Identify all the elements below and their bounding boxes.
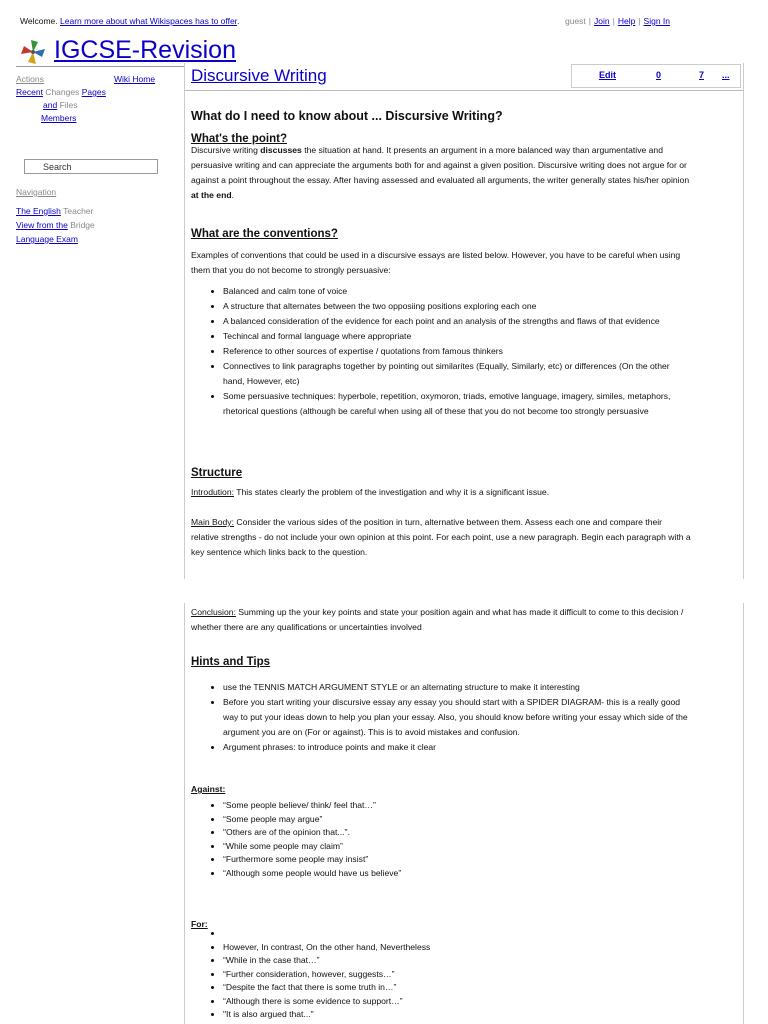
pages-link[interactable]: Pages: [81, 87, 106, 97]
list-item: • "Others are of the opinion that...".: [223, 826, 411, 840]
nav-item-view-bridge[interactable]: [16, 218, 95, 232]
welcome-label: Welcome.: [20, 16, 58, 26]
top-bar: [20, 16, 760, 28]
nav-item-language-exam[interactable]: [16, 232, 95, 246]
members-link[interactable]: Members: [41, 113, 77, 123]
list-item: • Before you start writing your discursive essay any essay you should start with a SPIDER DIAGRAM- this is a really good way to put your ideas down to help you plan your essay. Also, you should know before writing your essay which side of the argument you are on (For or against). This is to avoid mistakes and confusion.: [223, 695, 691, 740]
list-item: • Connectives to link paragraphs together by pointing out similarites (Equally, Similarly, etc) or differences (On the other hand, However, etc): [223, 359, 691, 389]
nav-item-link[interactable]: Language Exam: [16, 234, 78, 244]
search-input[interactable]: [24, 159, 158, 174]
point-heading: What's the point?: [191, 133, 287, 145]
discussion-count-tab[interactable]: 0: [656, 70, 662, 80]
point-paragraph: Discursive writing discusses the situation at hand. It presents an argument in a more balanced way than argumentative and persuasive writing and can appreciate the arguments both for and against a given position. Discursive writing does not argue for or against a point throughout the essay. After having assessed and evaluated all arguments, the writer generally states his/her opinion at the end.: [191, 145, 690, 200]
against-list: [191, 799, 411, 880]
site-title[interactable]: IGCSE-Revision: [54, 36, 236, 64]
hints-list: [191, 680, 691, 755]
list-item: • Some persuasive techniques: hyperbole, repetition, oxymoron, triads, emotive language, imagery, similes, metaphors, rhetorical questions (although be careful when using all of these that you do not become too strongly persuasive: [223, 389, 691, 419]
list-item: • However, In contrast, On the other hand, Nevertheless: [223, 941, 691, 955]
conventions-intro: Examples of conventions that could be used in a discursive essays are listed below. However, you have to be careful when using them that you do not become to strongly persuasive:: [191, 250, 681, 275]
main-content: [184, 63, 744, 579]
list-item: • use the TENNIS MATCH ARGUMENT STYLE or an alternating structure to make it interesting: [223, 680, 691, 695]
navigation-heading: Navigation: [16, 187, 57, 197]
main-body-paragraph: Main Body: Consider the various sides of the position in turn, alternative between them. Assess each one and compare their relative strengths - do not include your own opinion at this point. For each point, use a new paragraph. Begin each paragraph with a key sentence which links back to the question.: [191, 517, 691, 557]
welcome-text: [20, 16, 239, 26]
nav-item-gray: Teacher: [63, 206, 94, 216]
page-heading: What do I need to know about ... Discursive Writing?: [191, 109, 503, 123]
list-item: • “While in the case that…”: [223, 954, 691, 968]
list-item: [223, 927, 691, 941]
for-label: For:: [191, 919, 208, 929]
search-label: Search: [43, 162, 72, 172]
nav-item-link[interactable]: The English: [16, 206, 61, 216]
list-item: • “Although some people would have us believe”: [223, 867, 411, 881]
list-item: • Reference to other sources of expertise / quotations from famous thinkers: [223, 344, 691, 359]
learn-more-link[interactable]: Learn more about what Wikispaces has to offer: [60, 16, 238, 26]
edit-tab[interactable]: Edit: [599, 70, 616, 80]
list-item: • "It is also argued that...": [223, 1008, 691, 1022]
help-link[interactable]: Help: [617, 16, 636, 26]
changes-label: Changes: [45, 87, 80, 97]
conclusion-paragraph: Conclusion: Summing up the your key points and state your position again and what has made it difficult to come to this decision / whether there are any qualifications or uncertainties involved: [191, 607, 684, 632]
and-link[interactable]: and: [43, 100, 58, 110]
recent-link[interactable]: Recent: [16, 87, 43, 97]
period: .: [237, 16, 240, 26]
hints-heading: Hints and Tips: [191, 656, 271, 668]
page-title[interactable]: Discursive Writing: [191, 66, 327, 85]
against-label: Against:: [191, 784, 226, 794]
list-item: • Balanced and calm tone of voice: [223, 284, 691, 299]
list-item: • Argument phrases: to introduce points and make it clear: [223, 740, 691, 755]
guest-label: guest: [565, 16, 586, 26]
pinwheel-icon: [18, 39, 48, 65]
for-list: [191, 927, 691, 1022]
sign-in-link[interactable]: Sign In: [643, 16, 670, 26]
conventions-list: [191, 284, 691, 419]
sidebar: [16, 73, 166, 125]
navigation-list: [16, 204, 95, 246]
conventions-heading: What are the conventions?: [191, 228, 338, 240]
join-link[interactable]: Join: [594, 16, 610, 26]
logo-divider: [16, 66, 184, 67]
actions-menu[interactable]: Actions: [16, 74, 44, 84]
history-count-tab[interactable]: 7: [699, 70, 705, 80]
nav-item-link[interactable]: View from the: [16, 220, 68, 230]
list-item: • A structure that alternates between the two opposiing positions exploring each one: [223, 299, 691, 314]
list-item: • “While some people may claim”: [223, 840, 411, 854]
list-item: • A balanced consideration of the evidence for each point and an analysis of the strengths and flaws of that evidence: [223, 314, 691, 329]
list-item: • “Some people believe/ think/ feel that…”: [223, 799, 411, 813]
more-tab[interactable]: ...: [722, 70, 730, 80]
user-links: guest | Join | Help | Sign In: [565, 16, 670, 26]
title-divider: [185, 90, 743, 91]
list-item: • “Furthermore some people may insist”: [223, 853, 411, 867]
page-tabs: [571, 64, 741, 88]
wiki-home-link[interactable]: Wiki Home: [114, 74, 156, 84]
nav-item-gray: Bridge: [70, 220, 95, 230]
nav-item-english-teacher[interactable]: [16, 204, 95, 218]
main-content-continued: [184, 603, 744, 1024]
introduction-paragraph: Introdution: This states clearly the problem of the investigation and why it is a significant issue.: [191, 487, 550, 497]
list-item: • “Some people may argue”: [223, 813, 411, 827]
list-item: • “Despite the fact that there is some truth in…”: [223, 981, 691, 995]
files-label: Files: [59, 100, 78, 110]
list-item: • Techincal and formal language where appropriate: [223, 329, 691, 344]
list-item: • “Although there is some evidence to support…”: [223, 995, 691, 1009]
list-item: • “Further consideration, however, suggests…”: [223, 968, 691, 982]
structure-heading: Structure: [191, 467, 243, 479]
